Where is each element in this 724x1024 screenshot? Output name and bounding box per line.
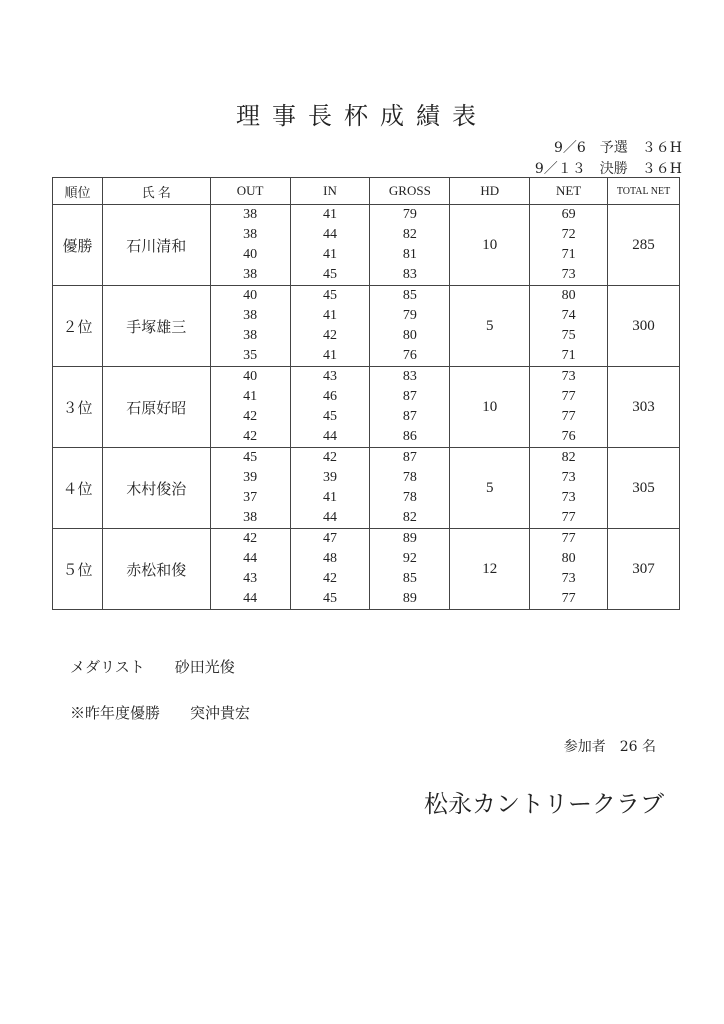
gross-cell: 82 [370, 225, 450, 245]
rank-cell: 優勝 [53, 205, 103, 286]
handicap-cell: 5 [450, 448, 530, 529]
previous-winner-line [70, 702, 250, 723]
net-cell: 77 [530, 407, 608, 427]
schedule-date: 9／１３ [534, 161, 586, 177]
net-cell: 80 [530, 549, 608, 569]
table-row [53, 286, 680, 307]
header-rank: 順位 [53, 178, 103, 205]
gross-cell: 82 [370, 508, 450, 529]
total-net-cell: 300 [608, 286, 680, 367]
rank-cell: ３位 [53, 367, 103, 448]
out-cell: 37 [210, 488, 290, 508]
in-cell: 41 [290, 346, 370, 367]
out-cell: 42 [210, 407, 290, 427]
schedule-line-final [535, 158, 682, 178]
in-cell: 45 [290, 265, 370, 286]
gross-cell: 83 [370, 367, 450, 388]
gross-cell: 79 [370, 205, 450, 226]
header-row [53, 178, 680, 205]
rank-cell: ２位 [53, 286, 103, 367]
previous-winner-label: ※昨年度優勝 [70, 704, 161, 722]
total-net-cell: 307 [608, 529, 680, 610]
net-cell: 72 [530, 225, 608, 245]
gross-cell: 85 [370, 569, 450, 589]
in-cell: 43 [290, 367, 370, 388]
header-gross: GROSS [370, 178, 450, 205]
gross-cell: 80 [370, 326, 450, 346]
net-cell: 75 [530, 326, 608, 346]
results-table [52, 177, 680, 610]
header-hd: HD [450, 178, 530, 205]
in-cell: 45 [290, 407, 370, 427]
in-cell: 41 [290, 306, 370, 326]
net-cell: 73 [530, 468, 608, 488]
total-net-cell: 285 [608, 205, 680, 286]
player-name-cell: 手塚雄三 [102, 286, 210, 367]
total-net-cell: 303 [608, 367, 680, 448]
header-net: NET [530, 178, 608, 205]
net-cell: 76 [530, 427, 608, 448]
out-cell: 38 [210, 508, 290, 529]
in-cell: 45 [290, 286, 370, 307]
document-title: 理事長杯成績表 [236, 102, 488, 130]
rank-cell: ４位 [53, 448, 103, 529]
schedule-holes: ３６H [641, 140, 682, 156]
medalist-name: 砂田光俊 [174, 658, 235, 676]
medalist-line [70, 656, 235, 677]
schedule-date: 9／6 [553, 140, 586, 156]
out-cell: 35 [210, 346, 290, 367]
net-cell: 69 [530, 205, 608, 226]
gross-cell: 78 [370, 468, 450, 488]
gross-cell: 83 [370, 265, 450, 286]
out-cell: 38 [210, 326, 290, 346]
in-cell: 41 [290, 205, 370, 226]
in-cell: 42 [290, 569, 370, 589]
player-name-cell: 赤松和俊 [102, 529, 210, 610]
net-cell: 77 [530, 589, 608, 610]
header-name: 氏 名 [102, 178, 210, 205]
in-cell: 46 [290, 387, 370, 407]
in-cell: 44 [290, 508, 370, 529]
in-cell: 42 [290, 326, 370, 346]
in-cell: 47 [290, 529, 370, 550]
gross-cell: 85 [370, 286, 450, 307]
net-cell: 82 [530, 448, 608, 469]
handicap-cell: 10 [450, 205, 530, 286]
out-cell: 38 [210, 225, 290, 245]
gross-cell: 79 [370, 306, 450, 326]
total-net-cell: 305 [608, 448, 680, 529]
gross-cell: 87 [370, 448, 450, 469]
out-cell: 44 [210, 589, 290, 610]
net-cell: 74 [530, 306, 608, 326]
net-cell: 73 [530, 569, 608, 589]
header-total-net: TOTAL NET [608, 178, 680, 205]
gross-cell: 87 [370, 387, 450, 407]
in-cell: 41 [290, 488, 370, 508]
handicap-cell: 5 [450, 286, 530, 367]
net-cell: 73 [530, 367, 608, 388]
table-row [53, 205, 680, 226]
net-cell: 71 [530, 346, 608, 367]
table-row [53, 529, 680, 550]
out-cell: 40 [210, 286, 290, 307]
out-cell: 44 [210, 549, 290, 569]
gross-cell: 81 [370, 245, 450, 265]
schedule-round: 予選 [599, 140, 628, 156]
in-cell: 44 [290, 225, 370, 245]
player-name-cell: 石原好昭 [102, 367, 210, 448]
gross-cell: 78 [370, 488, 450, 508]
rank-cell: ５位 [53, 529, 103, 610]
out-cell: 40 [210, 245, 290, 265]
out-cell: 42 [210, 529, 290, 550]
in-cell: 41 [290, 245, 370, 265]
results-body [53, 205, 680, 610]
participant-count: 参加者 26 名 [563, 739, 656, 755]
in-cell: 44 [290, 427, 370, 448]
player-name-cell: 木村俊治 [102, 448, 210, 529]
club-name: 松永カントリークラブ [424, 790, 664, 818]
out-cell: 38 [210, 265, 290, 286]
net-cell: 80 [530, 286, 608, 307]
handicap-cell: 12 [450, 529, 530, 610]
net-cell: 77 [530, 387, 608, 407]
gross-cell: 86 [370, 427, 450, 448]
schedule-round: 決勝 [599, 161, 628, 177]
schedule-line-qualifier [554, 137, 682, 157]
out-cell: 43 [210, 569, 290, 589]
header-in: IN [290, 178, 370, 205]
net-cell: 77 [530, 529, 608, 550]
in-cell: 39 [290, 468, 370, 488]
gross-cell: 76 [370, 346, 450, 367]
out-cell: 42 [210, 427, 290, 448]
out-cell: 38 [210, 205, 290, 226]
out-cell: 45 [210, 448, 290, 469]
gross-cell: 92 [370, 549, 450, 569]
out-cell: 38 [210, 306, 290, 326]
out-cell: 41 [210, 387, 290, 407]
previous-winner-name: 突沖貴宏 [190, 704, 251, 722]
in-cell: 42 [290, 448, 370, 469]
medalist-label: メダリスト [70, 658, 145, 676]
out-cell: 40 [210, 367, 290, 388]
in-cell: 48 [290, 549, 370, 569]
net-cell: 71 [530, 245, 608, 265]
net-cell: 73 [530, 488, 608, 508]
gross-cell: 89 [370, 589, 450, 610]
table-row [53, 367, 680, 388]
net-cell: 73 [530, 265, 608, 286]
in-cell: 45 [290, 589, 370, 610]
handicap-cell: 10 [450, 367, 530, 448]
schedule-holes: ３６H [641, 161, 682, 177]
net-cell: 77 [530, 508, 608, 529]
table-row [53, 448, 680, 469]
header-out: OUT [210, 178, 290, 205]
player-name-cell: 石川清和 [102, 205, 210, 286]
out-cell: 39 [210, 468, 290, 488]
gross-cell: 87 [370, 407, 450, 427]
gross-cell: 89 [370, 529, 450, 550]
